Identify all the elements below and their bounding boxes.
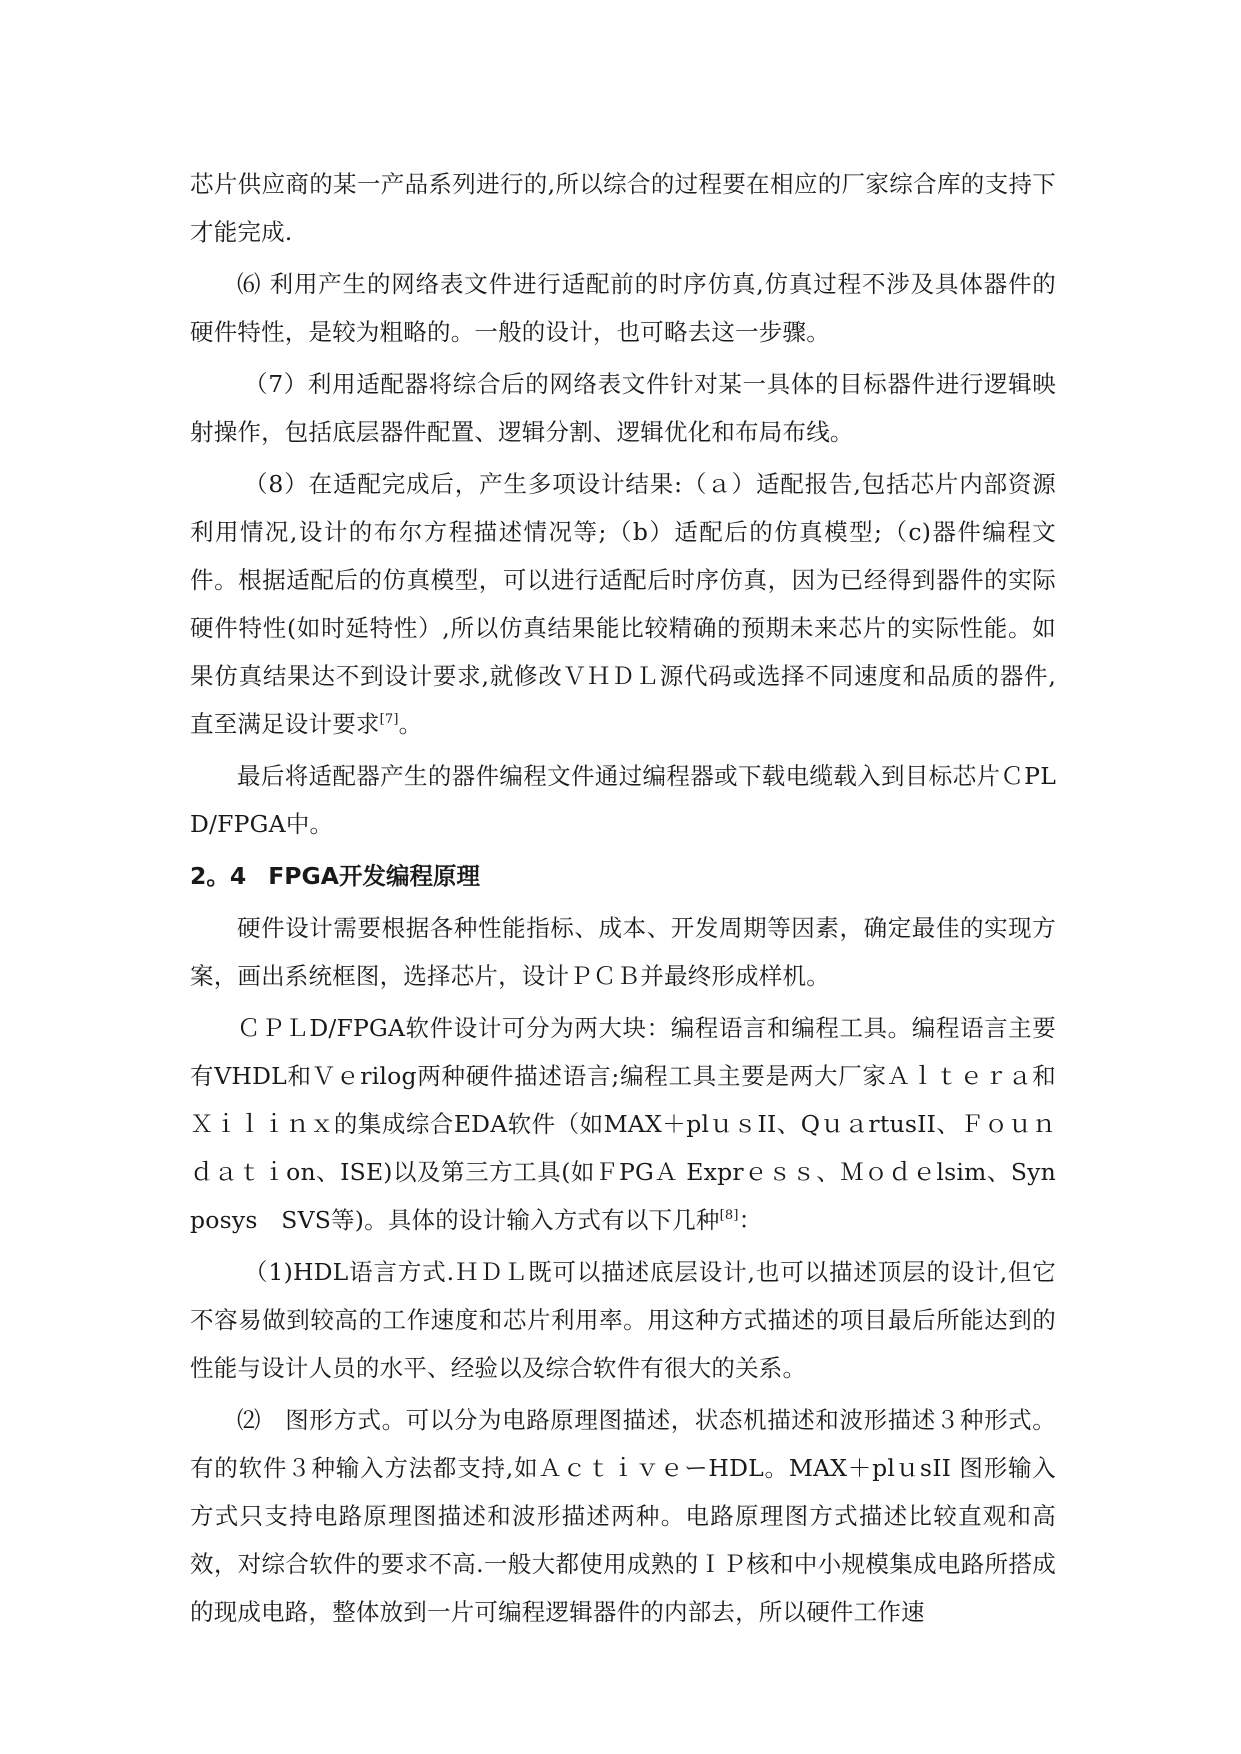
paragraph-synthesis-continued: 芯片供应商的某一产品系列进行的,所以综合的过程要在相应的厂家综合库的支持下才能完成.: [190, 170, 1056, 246]
paragraph-software-design: [190, 1004, 1056, 1244]
section-heading: [190, 852, 1056, 900]
document-page: [190, 160, 1056, 1640]
paragraph-hardware-design: 硬件设计需要根据各种性能指标、成本、开发周期等因素，确定最佳的实现方案，画出系统框图，选择芯片，设计ＰＣＢ并最终形成样机。: [190, 914, 1056, 990]
section-title: FPGA开发编程原理: [268, 862, 480, 890]
paragraph-step-8-tail: 。: [398, 710, 423, 738]
paragraph-graphic-method: ⑵ 图形方式。可以分为电路原理图描述，状态机描述和波形描述３种形式。有的软件３种输入方法都支持,如ＡｃｔｉｖｅーHDL。MAX＋plｕsII 图形输入方式只支持电路原理图描述和波形描述两种。电路原理图方式描述比较直观和高效，对综合软件的要求不高.一般大都使用成熟的ＩＰ核和中小规模集成电路所搭成的现成电路，整体放到一片可编程逻辑器件的内部去，所以硬件工作速: [190, 1406, 1056, 1626]
paragraph-step-7: （7）利用适配器将综合后的网络表文件针对某一具体的目标器件进行逻辑映射操作，包括底层器件配置、逻辑分割、逻辑优化和布局布线。: [190, 370, 1056, 446]
paragraph-final-download: 最后将适配器产生的器件编程文件通过编程器或下载电缆载入到目标芯片ＣPLD/FPGA中。: [190, 762, 1056, 838]
paragraph-software-design-text: ＣＰＬD/FPGA软件设计可分为两大块：编程语言和编程工具。编程语言主要有VHDL和Ｖｅrilog两种硬件描述语言;编程工具主要是两大厂家Ａｌｔｅｒａ和Ｘｉｌｉｎｘ的集成综合EDA软件（如MAX＋plｕｓII、QｕａrtusII、Ｆｏｕｎｄａｔｉon、ISE)以及第三方工具(如ＦPGＡ Exprｅｓｓ、Ｍｏｄｅlsim、Synposys SVS等)。具体的设计输入方式有以下几种: [190, 1014, 1056, 1234]
paragraph-step-8: [190, 460, 1056, 748]
citation-7: [7]: [379, 712, 399, 727]
citation-8: [8]: [719, 1208, 739, 1223]
paragraph-software-design-tail: ：: [738, 1206, 763, 1234]
section-number: 2。4: [190, 862, 247, 890]
paragraph-hdl-method: （1)HDL语言方式.ＨＤＬ既可以描述底层设计,也可以描述顶层的设计,但它不容易做到较高的工作速度和芯片利用率。用这种方式描述的项目最后所能达到的性能与设计人员的水平、经验以及综合软件有很大的关系。: [190, 1258, 1056, 1382]
paragraph-step-8-text: （8）在适配完成后，产生多项设计结果:（ａ）适配报告,包括芯片内部资源利用情况,设计的布尔方程描述情况等;（b）适配后的仿真模型;（c)器件编程文件。根据适配后的仿真模型，可以进行适配后时序仿真，因为已经得到器件的实际硬件特性(如时延特性）,所以仿真结果能比较精确的预期未来芯片的实际性能。如果仿真结果达不到设计要求,就修改ＶＨＤＬ源代码或选择不同速度和品质的器件,直至满足设计要求: [190, 470, 1056, 738]
paragraph-step-6: ⑹ 利用产生的网络表文件进行适配前的时序仿真,仿真过程不涉及具体器件的硬件特性，是较为粗略的。一般的设计，也可略去这一步骤。: [190, 270, 1056, 346]
